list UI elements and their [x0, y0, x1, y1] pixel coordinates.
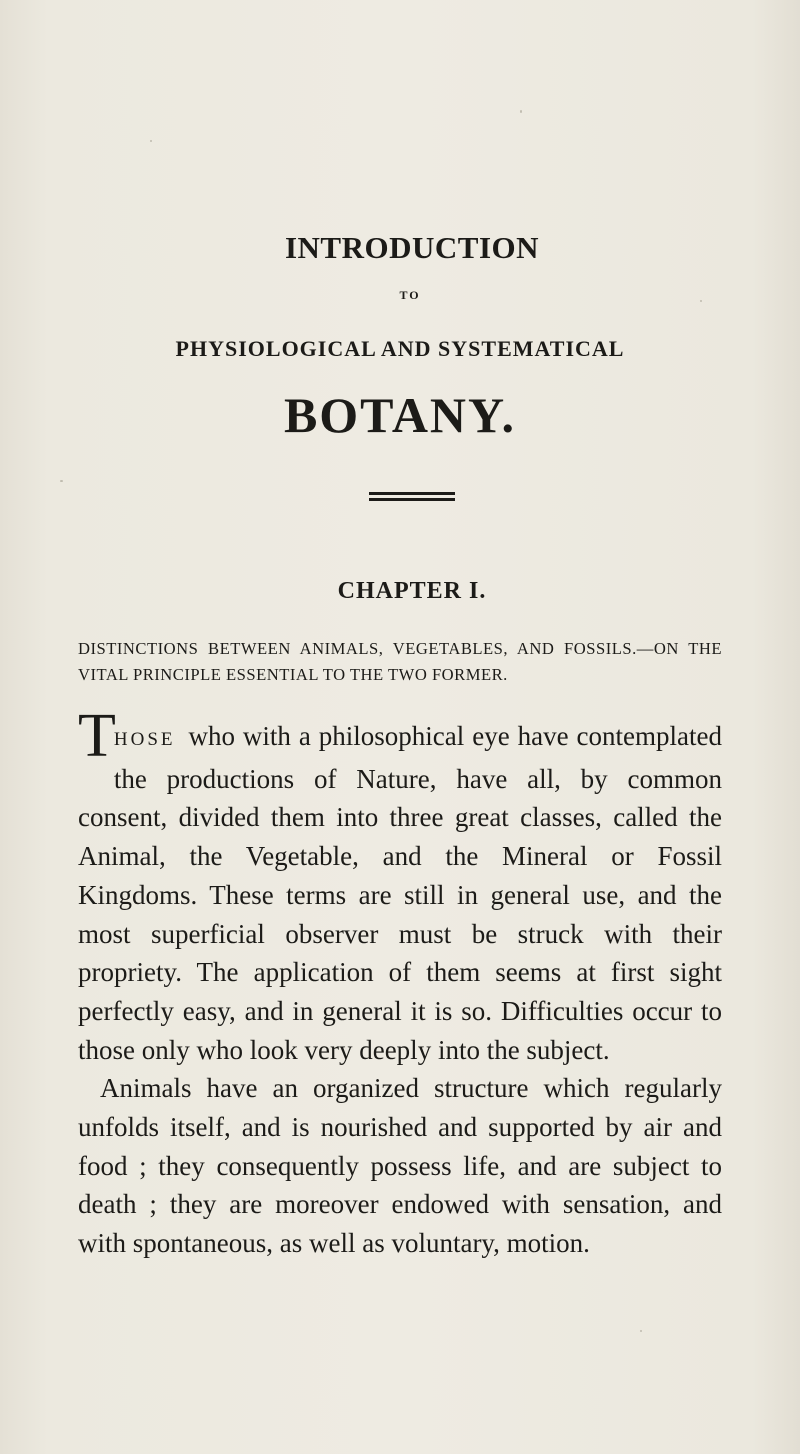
- title-to: TO: [399, 288, 421, 302]
- double-rule-divider: [369, 492, 455, 512]
- paragraph-2: Animals have an organized structure which regularly unfolds itself, and is nourished and supported by air and food ; they consequently possess life, and are subject to death ; they are moreover endowed with sensation, and with spontaneous, as well as voluntary, motion.: [78, 1073, 722, 1259]
- paper-speck: [520, 110, 522, 113]
- paper-speck: [60, 480, 63, 482]
- chapter-heading: CHAPTER I.: [337, 578, 487, 604]
- paper-speck: [700, 300, 702, 302]
- title-introduction: INTRODUCTION: [284, 230, 540, 265]
- drop-cap: T: [78, 702, 116, 770]
- title-subject: PHYSIOLOGICAL AND SYSTEMATICAL: [175, 336, 625, 361]
- paper-speck: [640, 1330, 642, 1332]
- paragraph-1-text: who with a philosophical eye have contemplated the productions of Nature, have all, by common consent, divided them into three great classes, called the Animal, the Vegetable, and the Mineral or Fossil Kingdoms. These terms are still in general use, and the most superficial observer must be struck with their propriety. The application of them seems at first sight perfectly easy, and in general it is so. Difficulties occur to those only who look very deeply into the subject.: [78, 721, 723, 1065]
- body-text: [78, 702, 723, 1263]
- chapter-synopsis: DISTINCTIONS BETWEEN ANIMALS, VEGETABLES, AND FOSSILS.—ON THE VITAL PRINCIPLE ESSENTIAL TO THE TWO FORMER.: [78, 639, 722, 684]
- paragraph-1: [78, 702, 723, 1069]
- title-botany: BOTANY.: [283, 387, 517, 443]
- opening-small-caps: HOSE: [113, 729, 185, 750]
- paper-speck: [150, 140, 152, 142]
